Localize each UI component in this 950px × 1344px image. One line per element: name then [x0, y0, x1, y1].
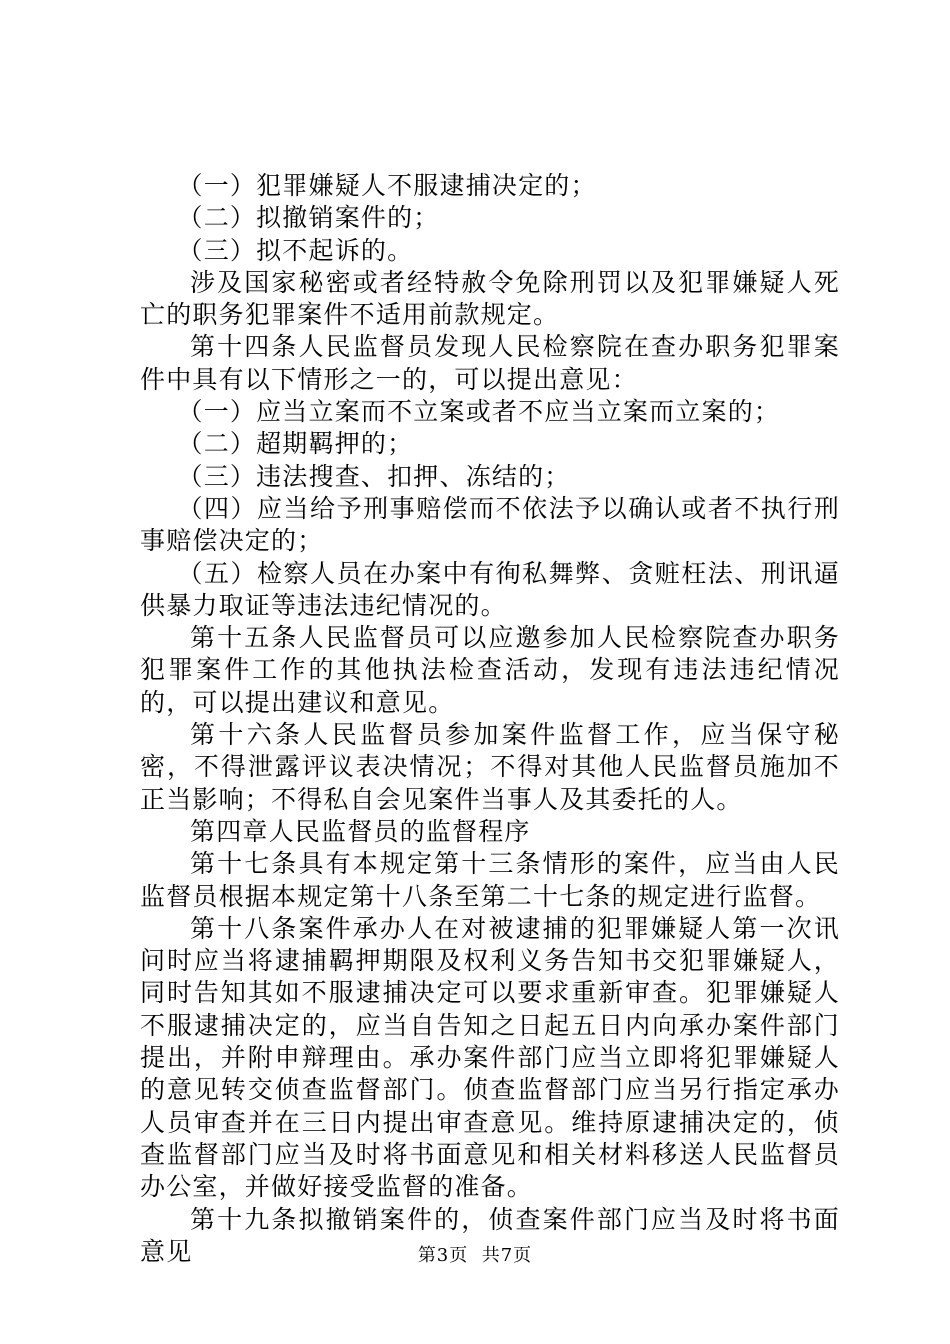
paragraph-article-18: 第十八条案件承办人在对被逮捕的犯罪嫌疑人第一次讯问时应当将逮捕羁押期限及权利义务告知书交犯罪嫌疑人，同时告知其如不服逮捕决定可以要求重新审查。犯罪嫌疑人不服逮捕决定的，应当自告知之日起五日内向承办案件部门提出，并附申辩理由。承办案件部门应当立即将犯罪嫌疑人的意见转交侦查监督部门。侦查监督部门应当另行指定承办人员审查并在三日内提出审查意见。维持原逮捕决定的，侦查监督部门应当及时将书面意见和相关材料移送人民监督员办公室，并做好接受监督的准备。 — [140, 913, 840, 1202]
paragraph-item-3: （三）拟不起诉的。 — [177, 235, 414, 265]
paragraph-item-2: （二）超期羁押的； — [177, 429, 414, 459]
paragraph-item-5: （五）检察人员在办案中有徇私舞弊、贪赃枉法、刑讯逼供暴力取证等违法违纪情况的。 — [140, 558, 840, 620]
document-body — [140, 170, 840, 1268]
paragraph-article-15: 第十五条人民监督员可以应邀参加人民检察院查办职务犯罪案件工作的其他执法检查活动，发现有违法违纪情况的，可以提出建议和意见。 — [140, 623, 840, 717]
paragraph-article-16: 第十六条人民监督员参加案件监督工作，应当保守秘密，不得泄露评议表决情况；不得对其他人民监督员施加不正当影响；不得私自会见案件当事人及其委托的人。 — [140, 720, 840, 814]
paragraph-item-1: （一）应当立案而不立案或者不应当立案而立案的； — [177, 397, 781, 427]
paragraph-article-17: 第十七条具有本规定第十三条情形的案件，应当由人民监督员根据本规定第十八条至第二十七条的规定进行监督。 — [140, 849, 840, 911]
paragraph-article-19: 第十九条拟撤销案件的，侦查案件部门应当及时将书面意见 — [140, 1204, 840, 1266]
chapter-heading: 第四章人民监督员的监督程序 — [190, 816, 531, 846]
paragraph-item-3: （三）违法搜查、扣押、冻结的； — [177, 461, 571, 491]
paragraph-article-14: 第十四条人民监督员发现人民检察院在查办职务犯罪案件中具有以下情形之一的，可以提出意见： — [140, 332, 840, 394]
paragraph-item-1: （一）犯罪嫌疑人不服逮捕决定的； — [177, 171, 597, 200]
page-number-label: 第3页 共7页 — [417, 1245, 533, 1266]
paragraph-exception: 涉及国家秘密或者经特赦令免除刑罚以及犯罪嫌疑人死亡的职务犯罪案件不适用前款规定。 — [140, 267, 840, 330]
paragraph-item-2: （二）拟撤销案件的； — [177, 203, 440, 233]
paragraph-item-4: （四）应当给予刑事赔偿而不依法予以确认或者不执行刑事赔偿决定的； — [140, 493, 840, 556]
page-footer — [0, 1244, 950, 1268]
